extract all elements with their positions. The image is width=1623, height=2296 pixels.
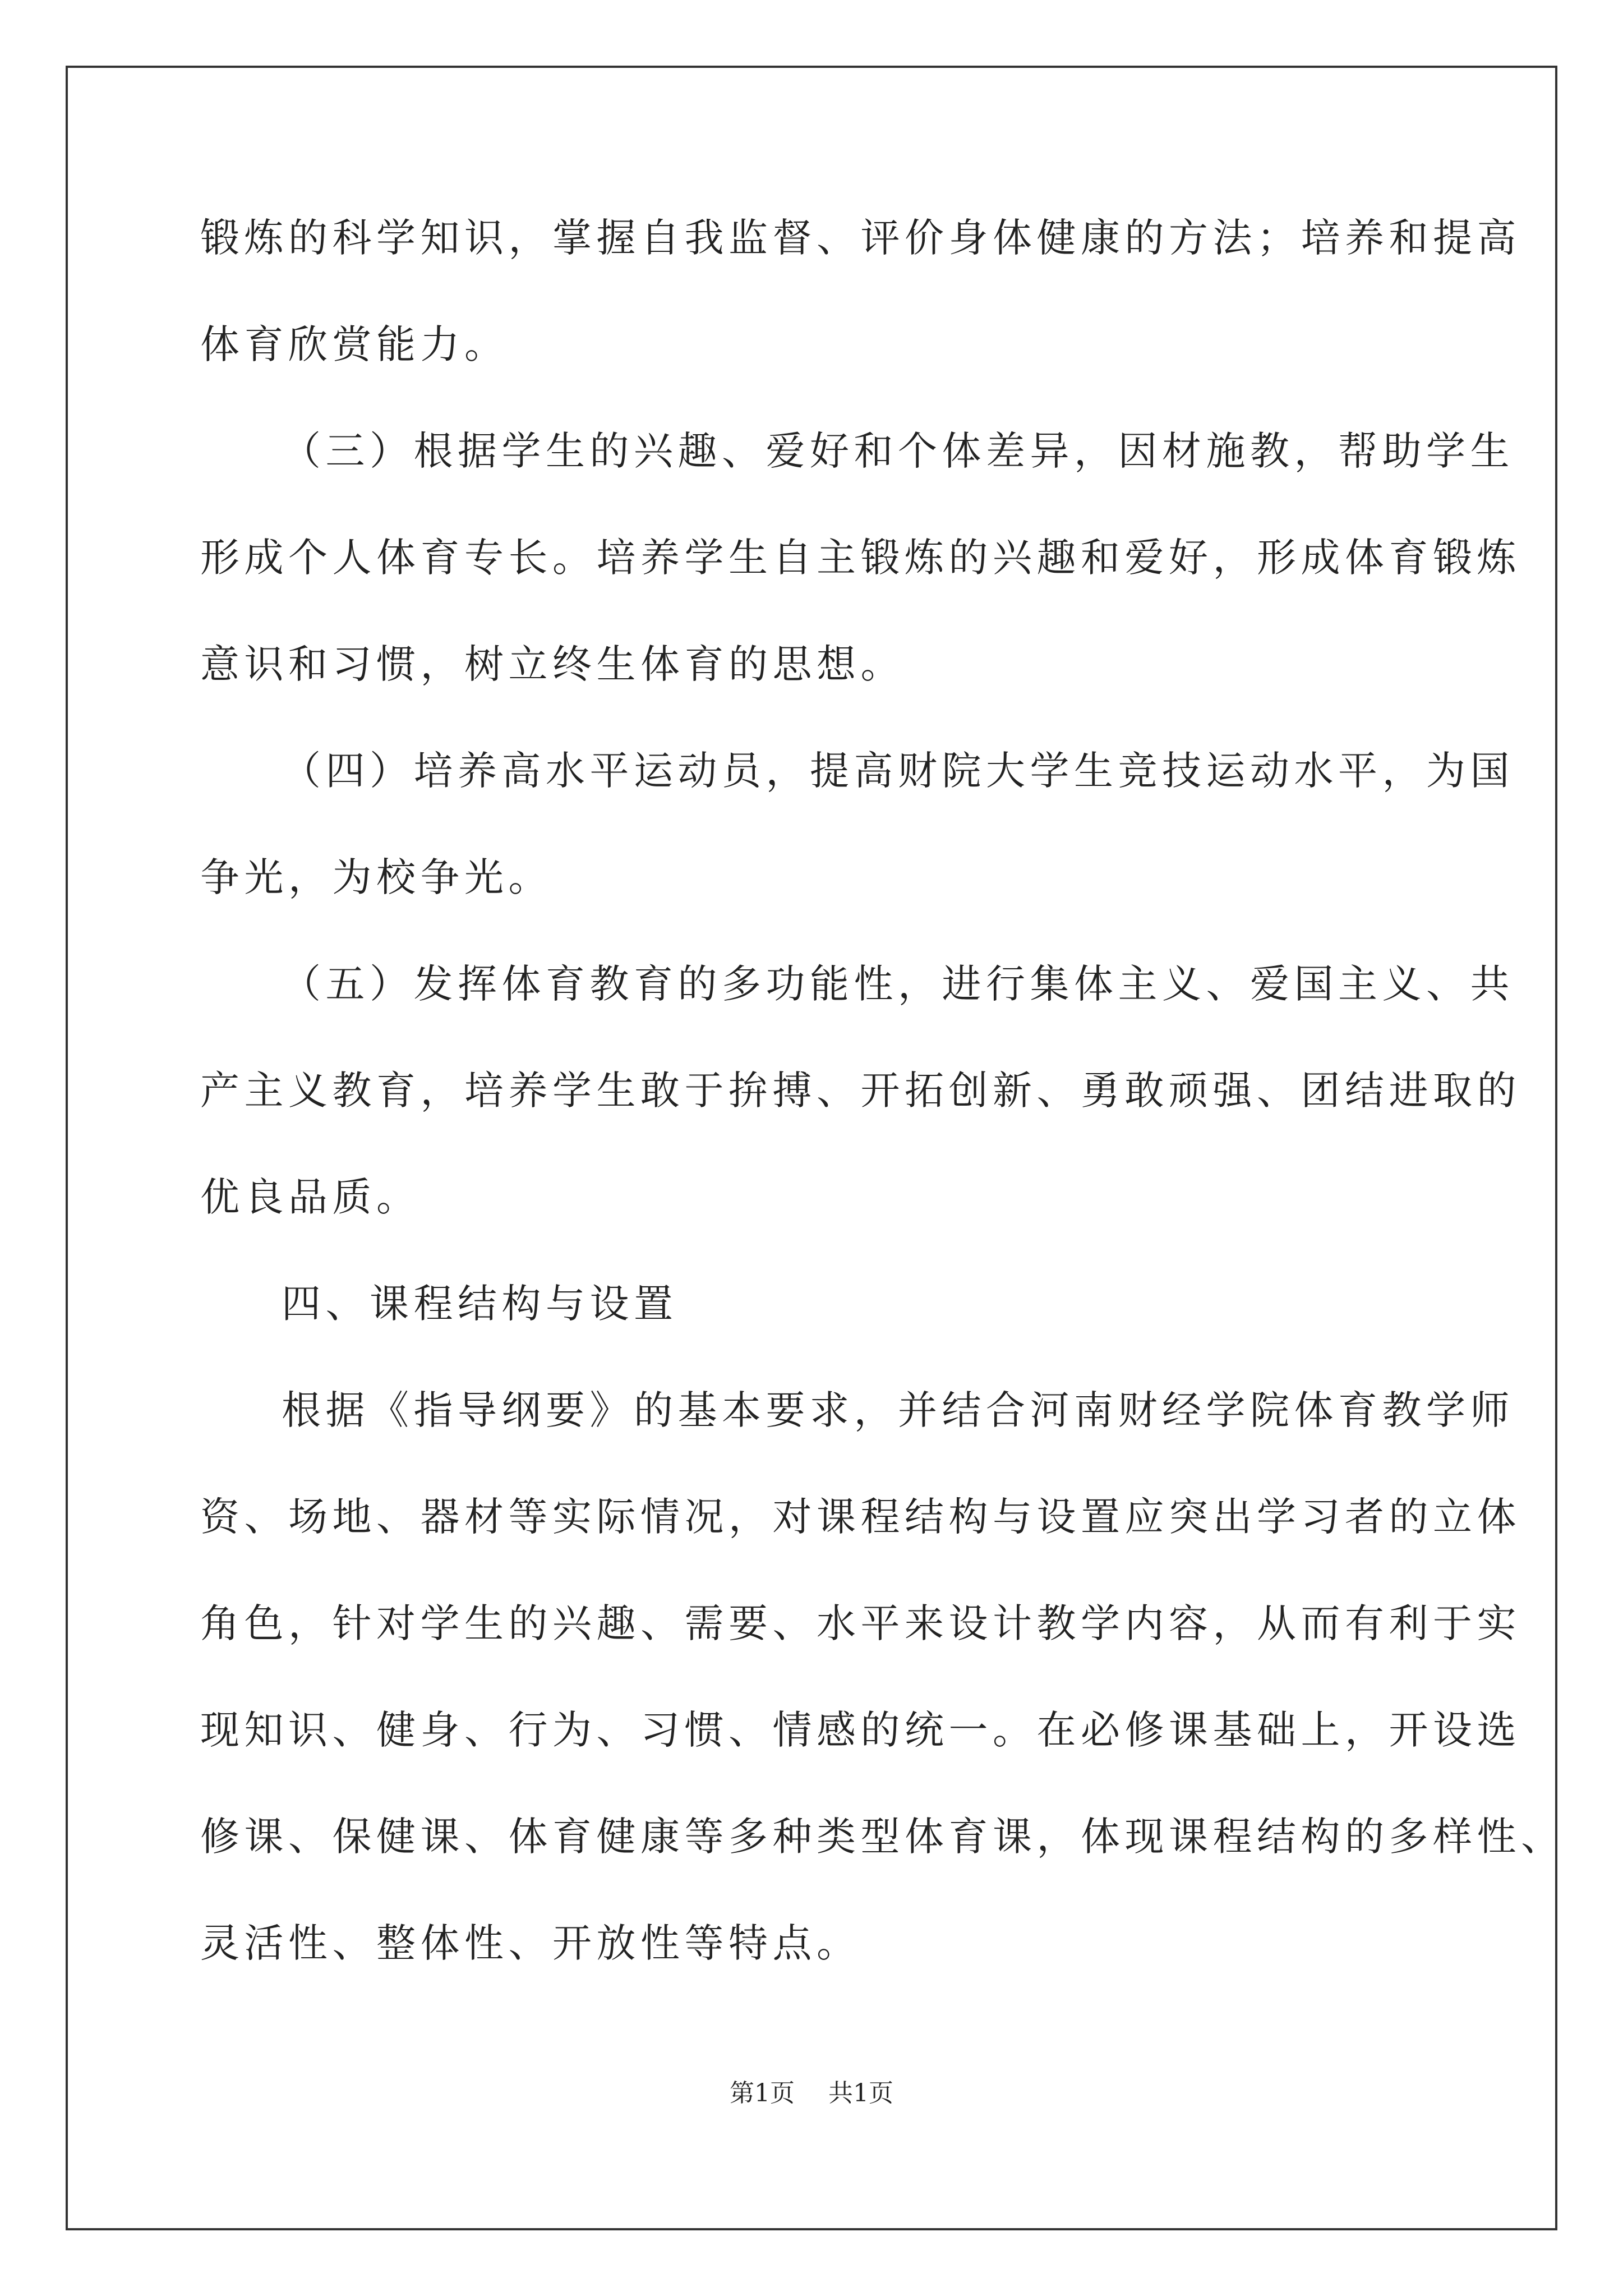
text-line-13: 资、场地、器材等实际情况，对课程结构与设置应突出学习者的立体 xyxy=(200,1494,1521,1540)
page-footer xyxy=(0,2077,1623,2110)
page-number: 第1页 xyxy=(730,2079,795,2108)
text-line-8: （五）发挥体育教育的多功能性，进行集体主义、爱国主义、共 xyxy=(282,961,1514,1007)
text-line-15: 现知识、健身、行为、习惯、情感的统一。在必修课基础上，开设选 xyxy=(200,1707,1521,1753)
page-total: 共1页 xyxy=(828,2079,893,2108)
text-line-2: 体育欣赏能力。 xyxy=(200,321,509,367)
section-heading: 四、课程结构与设置 xyxy=(282,1281,678,1327)
text-line-12: 根据《指导纲要》的基本要求，并结合河南财经学院体育教学师 xyxy=(282,1387,1514,1433)
text-line-1: 锻炼的科学知识，掌握自我监督、评价身体健康的方法；培养和提高 xyxy=(200,215,1521,261)
text-line-3: （三）根据学生的兴趣、爱好和个体差异，因材施教，帮助学生 xyxy=(282,428,1514,474)
text-line-9: 产主义教育，培养学生敢于拚搏、开拓创新、勇敢顽强、团结进取的 xyxy=(200,1068,1521,1114)
text-line-7: 争光，为校争光。 xyxy=(200,854,552,900)
text-line-16: 修课、保健课、体育健康等多种类型体育课，体现课程结构的多样性、 xyxy=(200,1814,1565,1860)
text-line-17: 灵活性、整体性、开放性等特点。 xyxy=(200,1920,861,1966)
text-line-5: 意识和习惯，树立终生体育的思想。 xyxy=(200,641,905,687)
text-line-4: 形成个人体育专长。培养学生自主锻炼的兴趣和爱好，形成体育锻炼 xyxy=(200,535,1521,581)
text-line-14: 角色，针对学生的兴趣、需要、水平来设计教学内容，从而有利于实 xyxy=(200,1600,1521,1646)
text-line-6: （四）培养高水平运动员，提高财院大学生竞技运动水平，为国 xyxy=(282,748,1514,794)
page-border xyxy=(66,66,1557,2230)
text-line-10: 优良品质。 xyxy=(200,1174,421,1220)
